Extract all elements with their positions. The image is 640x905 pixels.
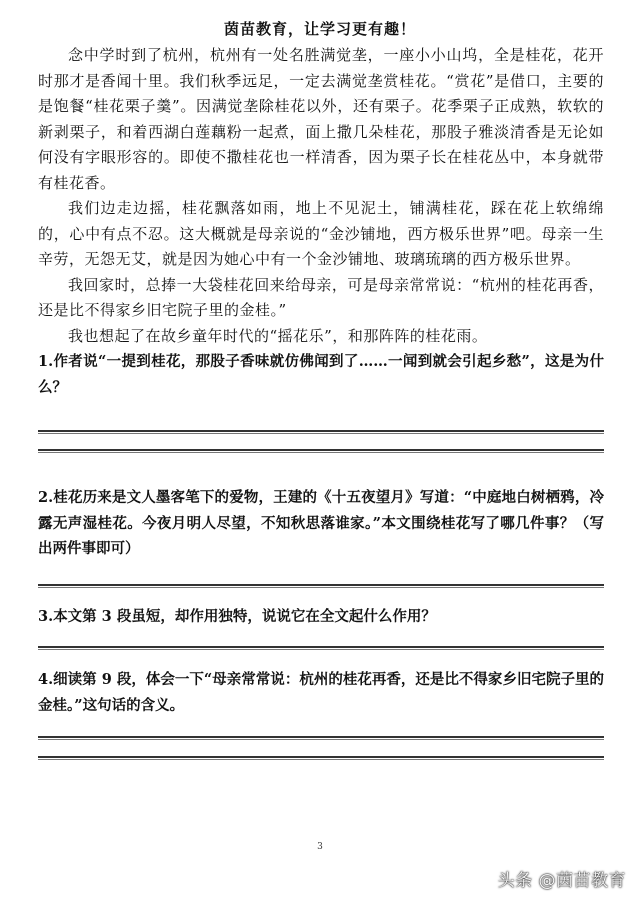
article-paragraph: 我们边走边摇，桂花飘落如雨，地上不见泥土，铺满桂花，踩在花上软绵绵的，心中有点不忍。这大概就是母亲说的“金沙铺地，西方极乐世界”吧。母亲一生辛劳，无怨无艾，就是因为她心中有一个金沙铺地、玻璃琉璃的西方极乐世界。	[38, 199, 604, 268]
question-text: 4.细读第 9 段，体会一下“母亲常常说：杭州的桂花再香，还是比不得家乡旧宅院子里的金桂。”这句话的含义。	[38, 671, 604, 714]
question-2	[38, 485, 604, 588]
page-number: 3	[317, 842, 323, 852]
page-title: 茵苗教育，让学习更有趣！	[223, 20, 416, 38]
question-text: 1.作者说“一提到桂花，那股子香味就仿佛闻到了……一闻到就会引起乡愁”，这是为什么？	[38, 353, 604, 396]
worksheet-content	[38, 43, 604, 760]
question-text: 2.桂花历来是文人墨客笔下的爱物，王建的《十五夜望月》写道：“中庭地白树栖鸦，冷露无声湿桂花。今夜月明人尽望，不知秋思落谁家。”本文围绕桂花写了哪几件事？（写出两件事即可）	[38, 489, 604, 557]
question-3	[38, 604, 604, 651]
article-text	[38, 43, 604, 349]
answer-line[interactable]	[38, 756, 604, 760]
question-4	[38, 667, 604, 760]
article-paragraph: 我也想起了在故乡童年时代的“摇花乐”，和那阵阵的桂花雨。	[68, 326, 488, 345]
article-paragraph: 念中学时到了杭州，杭州有一处名胜满觉垄，一座小小山坞，全是桂花，花开时那才是香闻十里。我们秋季远足，一定去满觉垄赏桂花。“赏花”是借口，主要的是饱餐“桂花栗子羹”。因满觉垄除桂花以外，还有栗子。花季栗子正成熟，软软的新剥栗子，和着西湖白莲藕粉一起煮，面上撒几朵桂花，那股子雅淡清香是无论如何没有字眼形容的。即使不撒桂花也一样清香，因为栗子长在桂花丛中，本身就带有桂花香。	[38, 46, 604, 192]
watermark: 头条 @茵苗教育	[497, 871, 626, 891]
question-1	[38, 349, 604, 453]
question-text: 3.本文第 3 段虽短，却作用独特，说说它在全文起什么作用？	[38, 607, 436, 625]
article-paragraph: 我回家时，总捧一大袋桂花回来给母亲，可是母亲常常说：“杭州的桂花再香，还是比不得家乡旧宅院子里的金桂。”	[38, 275, 604, 319]
